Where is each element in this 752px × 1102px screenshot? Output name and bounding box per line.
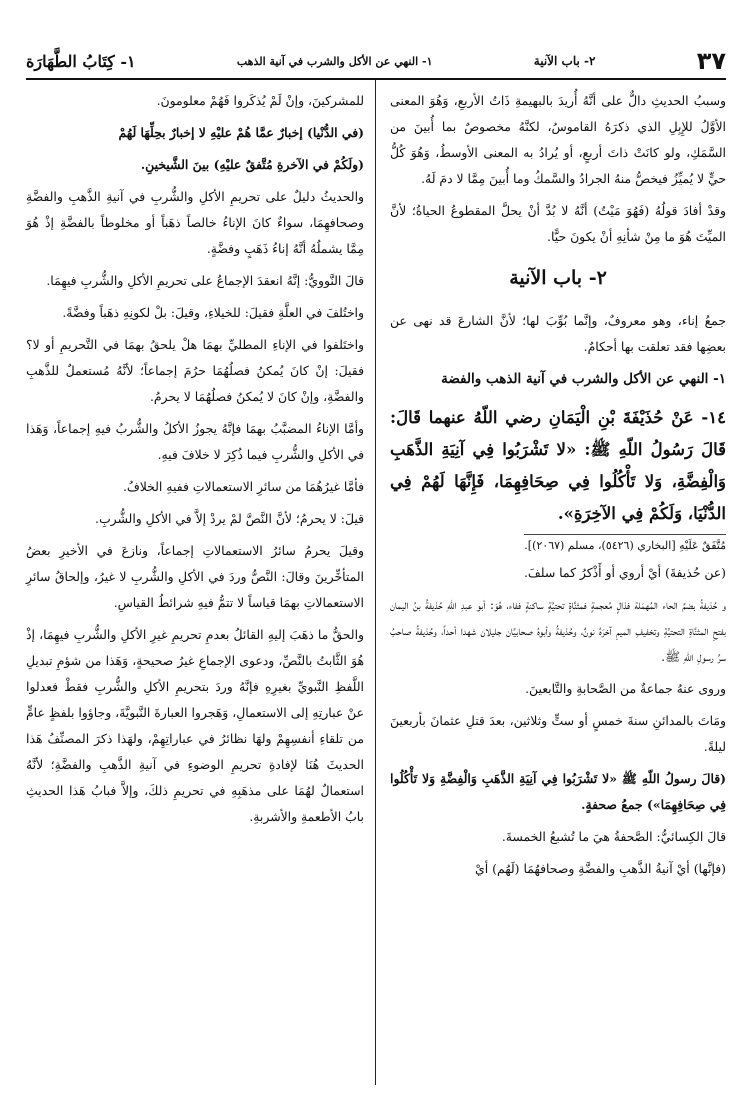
chapter-title: ٢- باب الآنية — [509, 267, 607, 289]
running-chapter-title: ٢- باب الآنية — [533, 54, 596, 68]
section-title: ١- النهي عن الأكل والشرب في آنية الذهب والفضة — [441, 371, 726, 387]
hadith-text: ١٤- عَنْ حُذَيْفَةَ بْنِ الْيَمَانِ رضي اللّهُ عنهما قَالَ: قَالَ رَسُولُ اللّهِ ﷺ: «لا تَشْرَبُوا فِي آنِيَةِ الذَّهَبِ وَالْفِضَّةِ، وَلا تَأْكُلُوا فِي صِحَافِهِمَا، فَإِنَّهَا لَهُمْ فِي الدُّنْيَا، وَلَكُمْ فِي الآخِرَةِ». — [390, 408, 726, 523]
paragraph: (في الدُّنْيا) إخبارٌ عمَّا هُمْ عليْهِ لا إخبارٌ بحِلِّهَا لَهُمْ — [118, 125, 364, 140]
hadith-reference: مُتَّفَقٌ عَلَيْهِ [البخاري (٥٤٢٦)، مسلم (٢٠٦٧)]. — [524, 534, 726, 556]
running-book-title: ١- كِتَابُ الطَّهَارَة — [26, 51, 136, 71]
paragraph: ومَاتَ بالمدائنِ سنةَ خمسٍ أو ستٍّ وثلاثين، بعدَ قتلِ عثمانَ بأربعينَ ليلةً. — [390, 713, 726, 754]
paragraph: فأمَّا غيرُهُمَا من سائرِ الاستعمالاتِ ففيهِ الخلافُ. — [122, 479, 364, 494]
paragraph: قالَ الكِسائيُّ: الصَّحفةُ هيَ ما تُشبعُ الخمسةَ. — [501, 829, 726, 844]
paragraph: (فإنَّها) أيْ آنيةُ الذَّهبِ والفضَّةِ وصحافهُمَا (لَهُم) أيْ — [475, 861, 726, 876]
paragraph: قيلَ: لا يحرمُ؛ لأنَّ النَّصَّ لمْ يردْ إلاَّ في الأكلِ والشُّربِ. — [95, 511, 364, 526]
left-column — [26, 88, 364, 836]
paragraph: وروى عنهُ جماعةٌ من الصَّحابةِ والتَّابعينَ. — [525, 681, 726, 696]
right-column — [390, 88, 726, 888]
paragraph: (ولَكُمْ في الآخرةِ مُتَّفقٌ عليْهِ) بينَ الشَّيخينِ. — [140, 157, 364, 172]
paragraph: واختَلفوا في الإناءِ المطليِّ بهمَا هلْ يلحقُ بهمَا في التَّحريمِ أو لا؟ فقيلَ: إنْ كانَ يُمكنُ فصلُهُمَا حرُمَ إجماعاً؛ لأنَّهُ مُستعملٌ للذَّهبِ والفضَّةِ، وإنْ كانَ لا يُمكنُ فصلُهُمَا لا يحرمُ. — [26, 337, 364, 404]
paragraph: وقدْ أفادَ قولُهُ (فَهُوَ مَيْتٌ) أنَّهُ لا بُدَّ أنْ يحلَّ المقطوعُ الحياةُ؛ لأنَّ الميِّتَ هُوَ ما مِنْ شأنِهِ أنْ يكونَ حيًّا. — [390, 203, 726, 244]
paragraph: جمعُ إناء، وهو معروفٌ، وإنَّما بُوِّبَ لها؛ لأنَّ الشارعَ قد نهى عن بعضِها فقد تعلقت بها أحكامٌ. — [390, 313, 726, 354]
paragraph: قالَ النَّوويُّ: إنَّهُ انعقدَ الإجماعُ على تحريمِ الأكلِ والشُّربِ فيهِمَا. — [46, 273, 364, 288]
paragraph: و حُذيفةُ بضمِّ الحاء المُهمَلة فذالٍ مُعجمةٍ فمثنَّاةٍ تحتيَّةٍ ساكنةٍ ففاء، هُوَ: أبو عبدِ اللّهِ حُذيفةُ بنُ اليمان بفتحِ المثنَّاةِ التحتيَّةِ وتخفيفِ الميمِ آخرَهُ نونٌ، وحُذيفةُ وأبوهُ صحابيَّان جليلان شهدا أحداً، وحُذيفةُ صاحبُ سرِّ رسولِ اللّهِ ﷺ. — [390, 597, 726, 664]
paragraph: وقيلَ يحرمُ سائرُ الاستعمالاتِ إجماعاً، ونازعَ في الأخيرِ بعضُ المتأخِّرينَ وقالَ: النَّصُّ وردَ في الأكلِ والشُّربِ لا غيرُ، وإلحاقُ سائرِ الاستعمالاتِ بهمَا قياساً لا تتمُّ فيهِ شرائطُ القياسِ. — [26, 543, 364, 610]
page-number: ٣٧ — [696, 47, 726, 75]
paragraph: والحديثُ دليلٌ على تحريمِ الأكلِ والشُّربِ في آنيةِ الذَّهبِ والفضَّةِ وصحافهِمَا، سواءٌ كانَ الإناءُ خالصاً ذهَباً أو مخلوطاً بالفضَّةِ إذْ هُوَ مِمَّا يشملُهُ أنَّهُ إناءُ ذَهَبٍ وفضَّةٍ. — [26, 189, 364, 256]
paragraph: واختُلفَ في العلَّةِ فقيلَ: للخيلاءِ، وقيلَ: بلْ لكونِهِ ذهَباً وفضَّةً. — [62, 305, 364, 320]
paragraph: وسببُ الحديثِ دالٌّ على أنَّهُ أُريدَ بالبهيمةِ ذَاتُ الأربعِ، وَهُوَ المعنى الأوَّلُ للإِبِلِ الذي ذكرَهُ القاموسُ، لكنَّهُ مخصوصٌ بما أُبينَ من السَّمَكِ، ولو كانَتْ ذاتَ أربعٍ، أو يُرادُ به المعنى الأوسطُ، وَهُوَ كُلُّ حيٍّ لا يُميِّزُ فيخصُّ منهُ الجرادُ والسَّمكُ وما أُبينَ مِمَّا لا دمَ لَهُ. — [390, 93, 726, 186]
page-header — [26, 44, 726, 80]
paragraph: (قالَ رسولُ اللّهِ ﷺ «لا تَشْرَبُوا فِي آنِيَةِ الذَّهَبِ وَالْفِضَّةِ وَلا تَأْكُلُوا فِي صِحَافِهِمَا») جمعُ صحفةٍ. — [390, 771, 726, 812]
paragraph: والحقُّ ما ذهَبَ إليهِ القائلُ بعدمِ تحريمِ غيرِ الأكلِ والشُّربِ فيهِمَا، إذْ هُوَ الثَّابتُ بالنَّصِّ، ودعوى الإجماعِ غيرُ صحيحةٍ، وَهَذا من شؤمِ تبديلِ اللَّفظِ النَّبويِّ بغيرِهِ فإنَّهُ وردَ بتحريمِ الأكلِ والشُّربِ فقطْ فعدلوا عنْ عبارتِهِ إلى الاستعمالِ، وَهَجروا العبارةَ النَّبويَّةَ، وجاؤوا بلفظٍ عامٍّ من تلقاءِ أنفسِهِمْ ولهَا نظائرُ في عباراتِهِمْ، ولهَذا ذكرَ المصنِّفُ هَذا الحديثَ هُنَا لإفادةِ تحريمِ الوضوءِ في آنيةِ الذَّهبِ والفضَّةِ؛ لأنَّهُ استعمالٌ لهُمَا على مذهَبِهِ في تحريمِ ذلكَ، وإلاَّ فبابُ هَذا الحديثِ بابُ الأطعمةِ والأشربةِ. — [26, 627, 364, 824]
paragraph: وأمَّا الإناءُ المضبَّبُ بهمَا فإنَّهُ يجوزُ الأكلُ والشُّربُ فيهِ إجماعاً، وَهَذا في الأكلِ والشُّربِ فيما ذُكِرَ لا خلافَ فيهِ. — [26, 421, 364, 462]
column-divider — [375, 80, 376, 1085]
paragraph: (عن حُذيفةَ) أيْ أروي أو أَذْكرُ كما سلفَ. — [523, 565, 726, 580]
paragraph: للمشركينَ، وإنْ لَمْ يُذكَروا فَهُمْ معلومونَ. — [156, 93, 364, 108]
running-section-title: ١- النهي عن الأكل والشرب في آنية الذهب — [236, 54, 433, 68]
